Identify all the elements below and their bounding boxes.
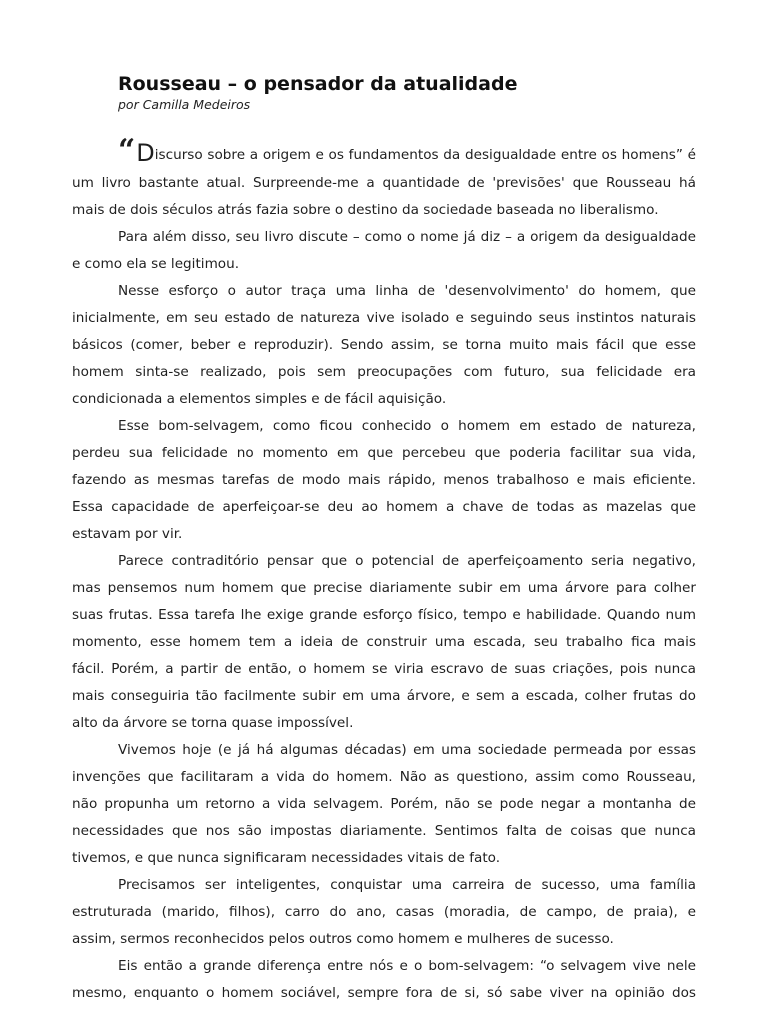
author-byline: por Camilla Medeiros [118, 97, 251, 112]
text-line: Parece contraditório pensar que o potencial de aperfeiçoamento seria negativo, [118, 553, 696, 569]
text-line: Vivemos hoje (e já há algumas décadas) em uma sociedade permeada por essas [118, 742, 696, 758]
text-line: suas frutas. Essa tarefa lhe exige grande esforço físico, tempo e habilidade. Quando num [72, 607, 696, 623]
text-line: fazendo as mesmas tarefas de modo mais rápido, menos trabalhoso e mais eficiente. [72, 472, 696, 488]
text-line: inicialmente, em seu estado de natureza vive isolado e seguindo seus instintos naturais [72, 310, 696, 326]
text-line: perdeu sua felicidade no momento em que percebeu que poderia facilitar sua vida, [72, 445, 696, 461]
text-line: mas pensemos num homem que precise diariamente subir em uma árvore para colher [72, 580, 696, 596]
text-line: um livro bastante atual. Surpreende-me a quantidade de 'previsões' que Rousseau há [72, 175, 696, 191]
text-line: assim, sermos reconhecidos pelos outros como homem e mulheres de sucesso. [72, 931, 614, 947]
text-line: básicos (comer, beber e reproduzir). Sendo assim, se torna muito mais fácil que esse [72, 337, 696, 353]
text-line: Essa capacidade de aperfeiçoar-se deu ao homem a chave de todas as mazelas que [72, 499, 696, 515]
text-line: homem sinta-se realizado, pois sem preocupações com futuro, sua felicidade era [72, 364, 696, 380]
opening-line-text: iscurso sobre a origem e os fundamentos da desigualdade entre os homens” é [154, 147, 696, 163]
document-page [72, 0, 696, 1024]
text-line: Para além disso, seu livro discute – como o nome já diz – a origem da desigualdade [118, 229, 696, 245]
text-line: momento, esse homem tem a ideia de construir uma escada, seu trabalho fica mais [72, 634, 696, 650]
document-title: Rousseau – o pensador da atualidade [118, 73, 518, 95]
text-line: estruturada (marido, filhos), carro do ano, casas (moradia, de campo, de praia), e [72, 904, 696, 920]
text-line: estavam por vir. [72, 526, 183, 542]
text-line: tivemos, e que nunca significaram necessidades vitais de fato. [72, 850, 501, 866]
text-line: Nesse esforço o autor traça uma linha de 'desenvolvimento' do homem, que [118, 283, 696, 299]
text-line: Precisamos ser inteligentes, conquistar uma carreira de sucesso, uma família [118, 877, 696, 893]
text-line: Esse bom-selvagem, como ficou conhecido o homem em estado de natureza, [118, 418, 696, 434]
text-line: condicionada a elementos simples e de fácil aquisição. [72, 391, 447, 407]
text-line: Eis então a grande diferença entre nós e o bom-selvagem: “o selvagem vive nele [118, 958, 696, 974]
text-line: mais de dois séculos atrás fazia sobre o destino da sociedade baseada no liberalismo. [72, 202, 659, 218]
text-line: e como ela se legitimou. [72, 256, 240, 272]
opening-line [118, 133, 696, 168]
text-line: mais conseguiria tão facilmente subir em uma árvore, e sem a escada, colher frutas do [72, 688, 696, 704]
text-line: não propunha um retorno a vida selvagem. Porém, não se pode negar a montanha de [72, 796, 696, 812]
text-line: invenções que facilitaram a vida do homem. Não as questiono, assim como Rousseau, [72, 769, 696, 785]
drop-cap-letter: D [136, 139, 155, 167]
text-line: mesmo, enquanto o homem sociável, sempre fora de si, só sabe viver na opinião dos [72, 985, 696, 1001]
opening-quote-mark: “ [118, 133, 136, 168]
text-line: alto da árvore se torna quase impossível. [72, 715, 354, 731]
text-line: fácil. Porém, a partir de então, o homem se viria escravo de suas criações, pois nunca [72, 661, 696, 677]
text-line: necessidades que nos são impostas diariamente. Sentimos falta de coisas que nunca [72, 823, 696, 839]
